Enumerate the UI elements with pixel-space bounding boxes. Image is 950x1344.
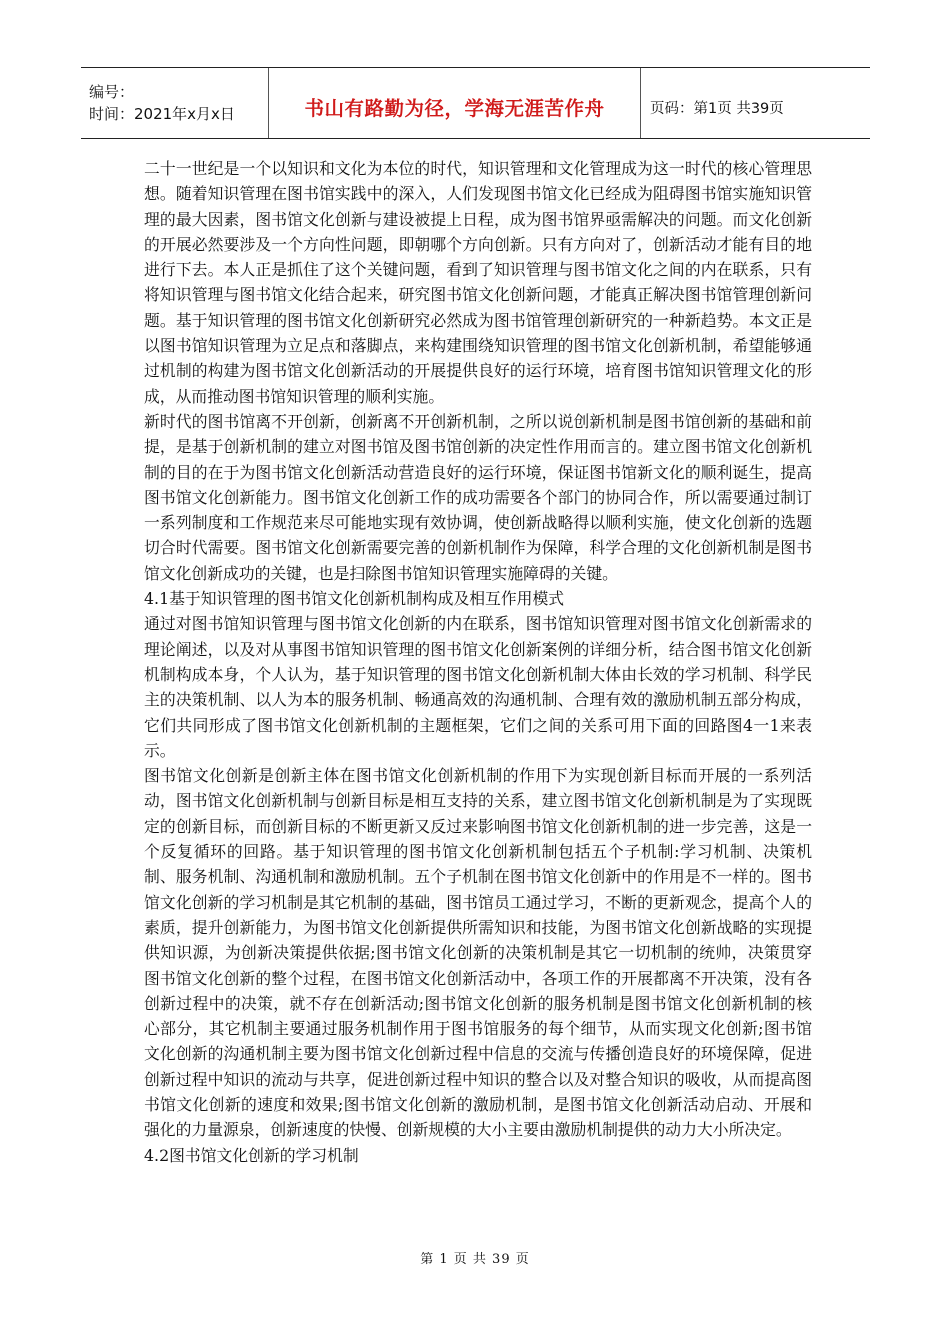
header-motto: 书山有路勤为径，学海无涯苦作舟 bbox=[304, 97, 605, 120]
section-heading: 4.2图书馆文化创新的学习机制 bbox=[144, 1145, 359, 1165]
header-motto-cell bbox=[269, 68, 641, 138]
header-page-info bbox=[641, 68, 870, 138]
document-body bbox=[144, 156, 812, 1168]
paragraph: 通过对图书馆知识管理与图书馆文化创新的内在联系，图书馆知识管理对图书馆文化创新需求的理论阐述，以及对从事图书馆知识管理的图书馆文化创新案例的详细分析，结合图书馆文化创新机制构成本身，个人认为，基于知识管理的图书馆文化创新机制大体由长效的学习机制、科学民主的决策机制、以人为本的服务机制、畅通高效的沟通机制、合理有效的激励机制五部分构成，它们共同形成了图书馆文化创新机制的主题框架，它们之间的关系可用下面的回路图4一1来表示。 bbox=[144, 614, 812, 760]
document-date-label: 时间：2021年x月x日 bbox=[89, 105, 235, 123]
page-count-label: 页码：第1页 共39页 bbox=[650, 100, 784, 117]
page-footer bbox=[0, 1248, 950, 1267]
document-number-label: 编号： bbox=[89, 83, 135, 101]
footer-page-number: 第 1 页 共 39 页 bbox=[420, 1252, 530, 1267]
page-header bbox=[81, 67, 870, 139]
paragraph: 二十一世纪是一个以知识和文化为本位的时代，知识管理和文化管理成为这一时代的核心管理思想。随着知识管理在图书馆实践中的深入，人们发现图书馆文化已经成为阻碍图书馆实施知识管理的最大因素，图书馆文化创新与建设被提上日程，成为图书馆界亟需解决的问题。而文化创新的开展必然要涉及一个方向性问题，即朝哪个方向创新。只有方向对了，创新活动才能有目的地进行下去。本人正是抓住了这个关键问题，看到了知识管理与图书馆文化之间的内在联系，只有将知识管理与图书馆文化结合起来，研究图书馆文化创新问题，才能真正解决图书馆管理创新问题。基于知识管理的图书馆文化创新研究必然成为图书馆管理创新研究的一种新趋势。本文正是以图书馆知识管理为立足点和落脚点，来构建围绕知识管理的图书馆文化创新机制，希望能够通过机制的构建为图书馆文化创新活动的开展提供良好的运行环境，培育图书馆知识管理文化的形成，从而推动图书馆知识管理的顺利实施。 bbox=[144, 159, 812, 406]
section-heading: 4.1基于知识管理的图书馆文化创新机制构成及相互作用模式 bbox=[144, 589, 565, 609]
paragraph: 图书馆文化创新是创新主体在图书馆文化创新机制的作用下为实现创新目标而开展的一系列活动，图书馆文化创新机制与创新目标是相互支持的关系，建立图书馆文化创新机制是为了实现既定的创新目标，而创新目标的不断更新又反过来影响图书馆文化创新机制的进一步完善，这是一个反复循环的回路。基于知识管理的图书馆文化创新机制包括五个子机制:学习机制、决策机制、服务机制、沟通机制和激励机制。五个子机制在图书馆文化创新中的作用是不一样的。图书馆文化创新的学习机制是其它机制的基础，图书馆员工通过学习，不断的更新观念，提高个人的素质，提升创新能力，为图书馆文化创新提供所需知识和技能，为图书馆文化创新战略的实现提供知识源，为创新决策提供依据;图书馆文化创新的决策机制是其它一切机制的统帅，决策贯穿图书馆文化创新的整个过程，在图书馆文化创新活动中，各项工作的开展都离不开决策，没有各创新过程中的决策，就不存在创新活动;图书馆文化创新的服务机制是图书馆文化创新机制的核心部分，其它机制主要通过服务机制作用于图书馆服务的每个细节，从而实现文化创新;图书馆文化创新的沟通机制主要为图书馆文化创新过程中信息的交流与传播创造良好的环境保障，促进创新过程中知识的流动与共享，促进创新过程中知识的整合以及对整合知识的吸收，从而提高图书馆文化创新的速度和效果;图书馆文化创新的激励机制，是图书馆文化创新活动启动、开展和强化的力量源泉，创新速度的快慢、创新规模的大小主要由激励机制提供的动力大小所决定。 bbox=[144, 766, 812, 1140]
header-meta bbox=[81, 68, 269, 138]
paragraph: 新时代的图书馆离不开创新，创新离不开创新机制，之所以说创新机制是图书馆创新的基础和前提，是基于创新机制的建立对图书馆及图书馆创新的决定性作用而言的。建立图书馆文化创新机制的目的在于为图书馆文化创新活动营造良好的运行环境，保证图书馆新文化的顺利诞生，提高图书馆文化创新能力。图书馆文化创新工作的成功需要各个部门的协同合作，所以需要通过制订一系列制度和工作规范来尽可能地实现有效协调，使创新战略得以顺利实施，使文化创新的选题切合时代需要。图书馆文化创新需要完善的创新机制作为保障，科学合理的文化创新机制是图书馆文化创新成功的关键，也是扫除图书馆知识管理实施障碍的关键。 bbox=[144, 411, 812, 583]
